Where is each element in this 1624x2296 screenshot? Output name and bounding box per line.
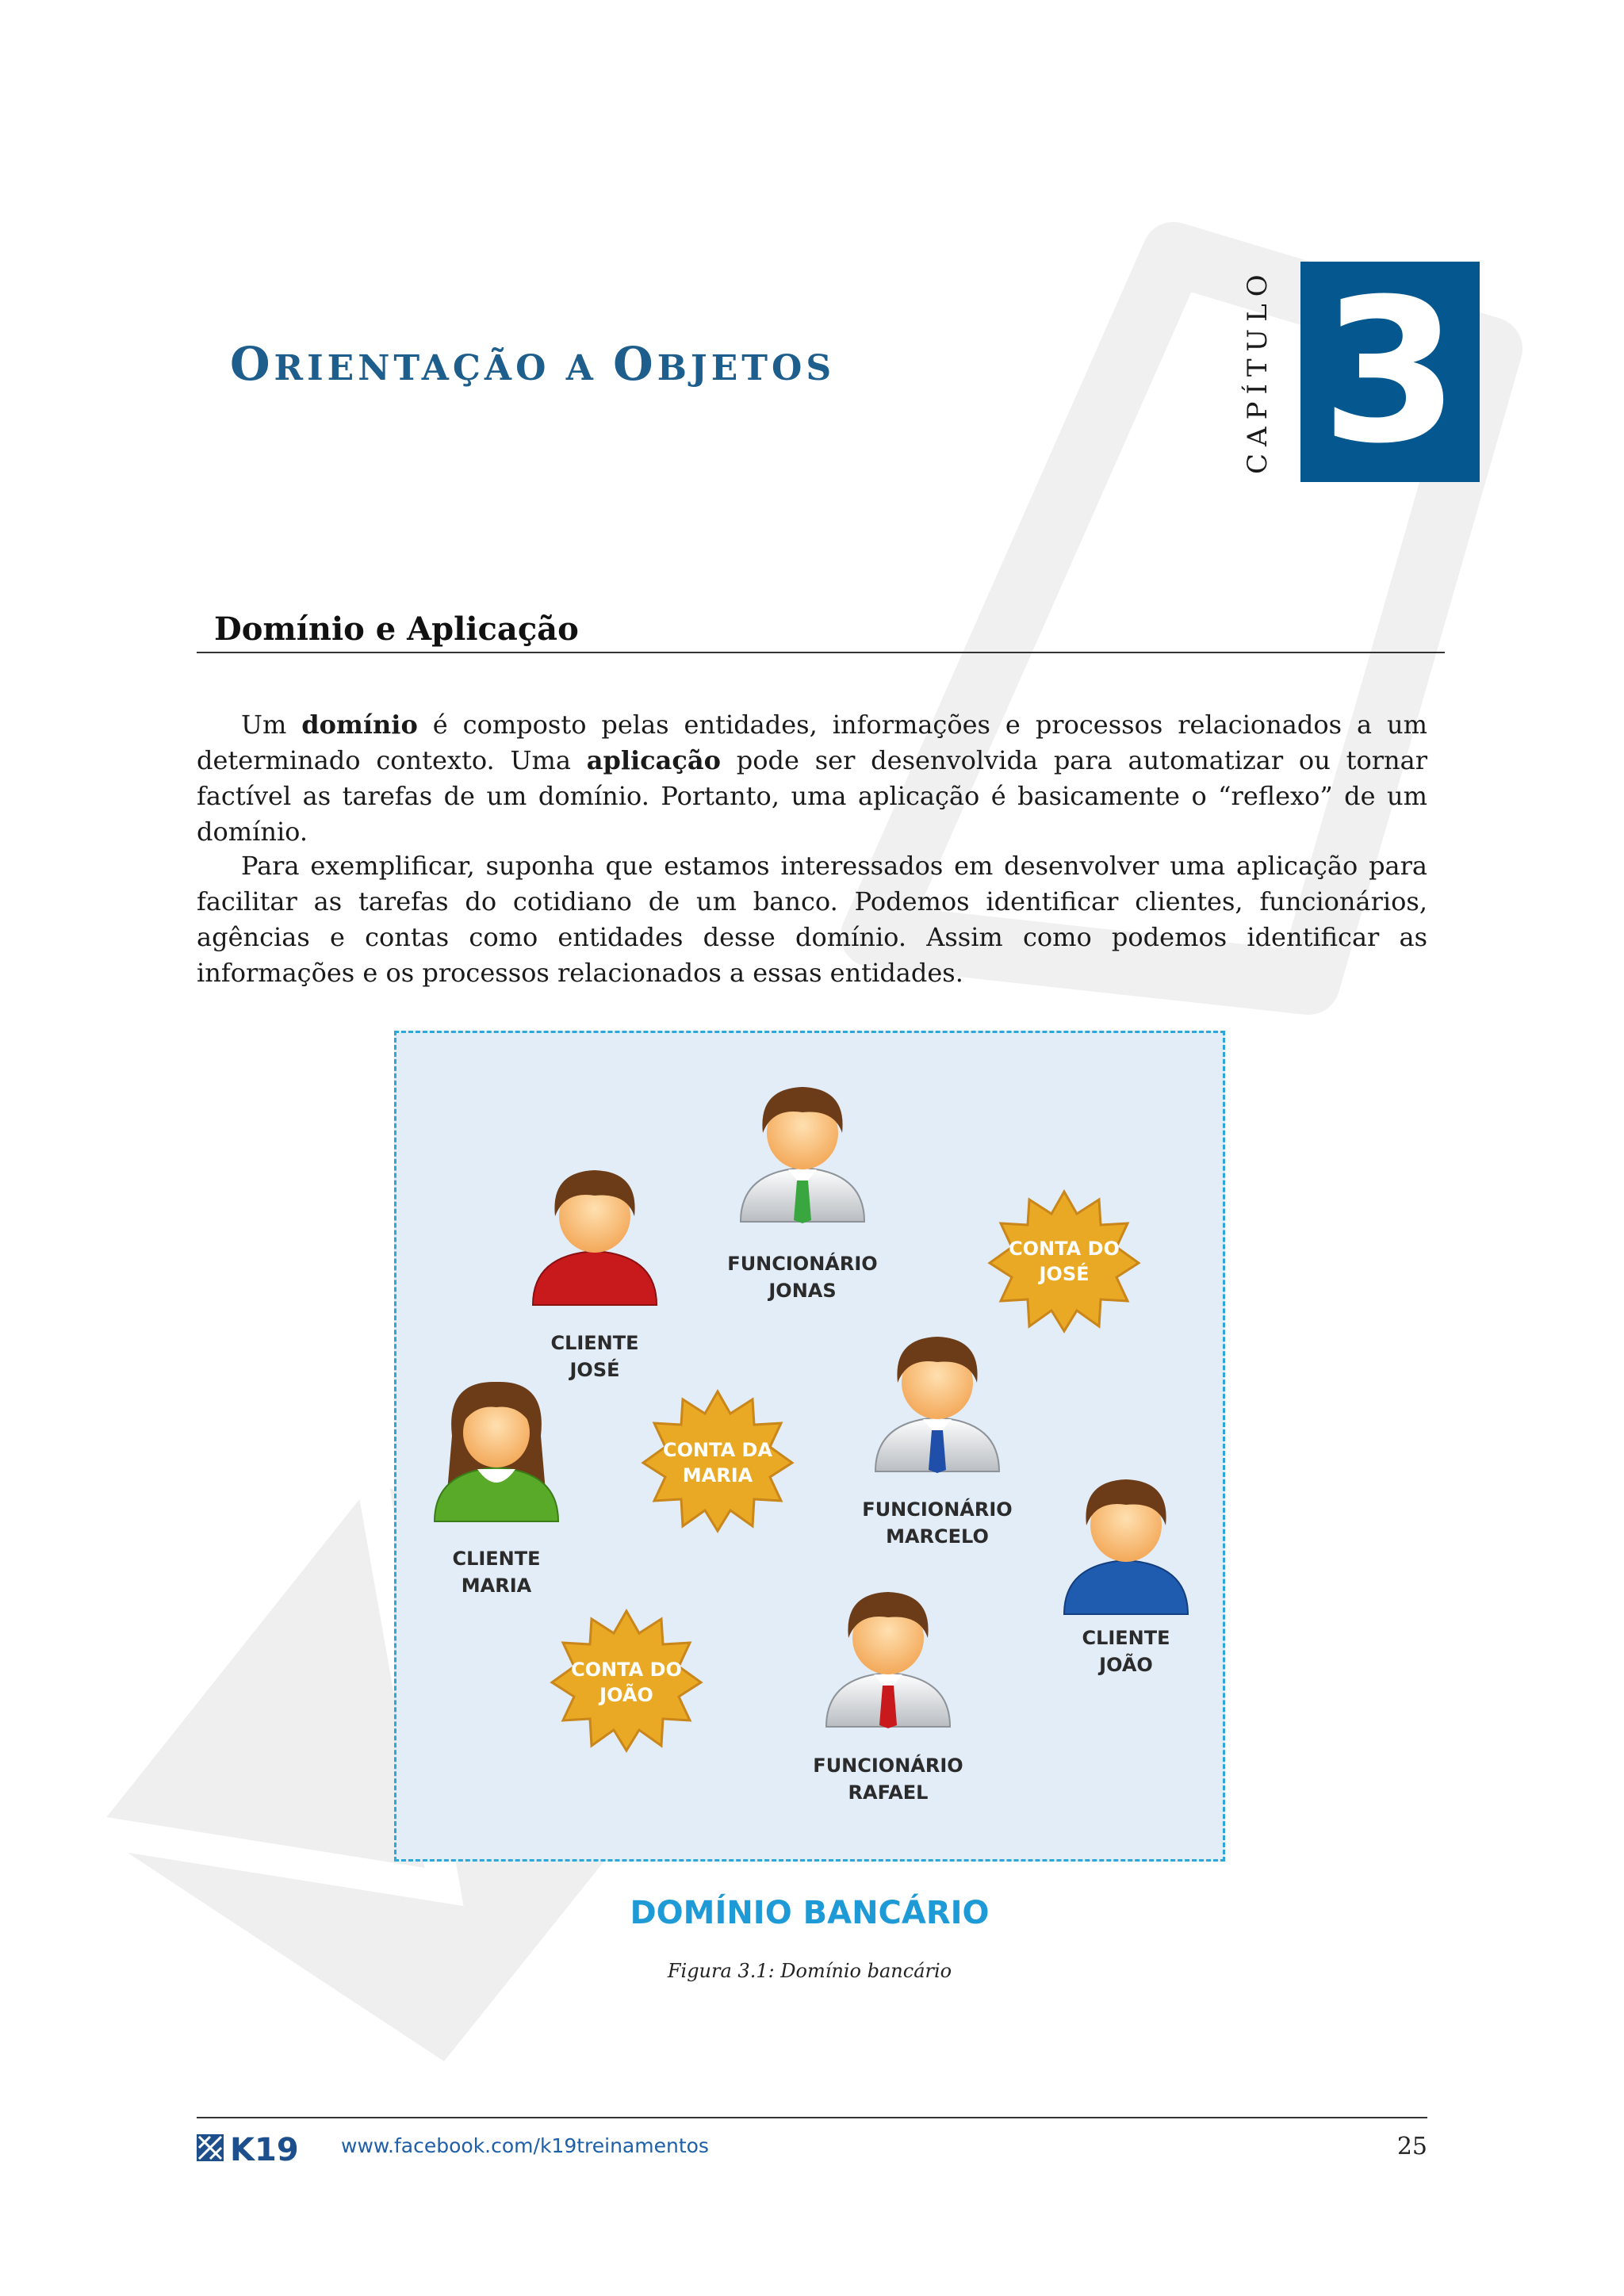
- person-label: FUNCIONÁRIO RAFAEL: [813, 1755, 963, 1804]
- employee-avatar-icon: [875, 1337, 999, 1473]
- section-title: Domínio e Aplicação: [214, 610, 579, 648]
- person-label: FUNCIONÁRIO MARCELO: [862, 1498, 1013, 1548]
- section-divider: [197, 652, 1445, 653]
- person-label: CLIENTE JOSÉ: [550, 1332, 639, 1381]
- account-label: CONTA DO JOSÉ: [1009, 1238, 1120, 1285]
- person-label: FUNCIONÁRIO JONAS: [727, 1253, 878, 1302]
- chapter-number: 3: [1300, 262, 1480, 482]
- page-number: 25: [1396, 2133, 1427, 2160]
- person-label: CLIENTE JOÃO: [1082, 1627, 1170, 1676]
- paragraph: Um domínio é composto pelas entidades, informações e processos relacionados a um determinado contexto. Uma aplicação pode ser desenvolvida para automatizar ou tornar factível as tarefas de um domínio. Portanto, uma aplicação é basicamente o “reflexo” de um domínio.: [197, 710, 1428, 847]
- client-avatar-icon: [1064, 1479, 1188, 1614]
- client-avatar-icon: [533, 1170, 657, 1305]
- chapter-label: [1233, 262, 1281, 476]
- chapter-title: ORIENTAÇÃO A OBJETOS: [230, 337, 836, 391]
- employee-avatar-icon: [741, 1087, 864, 1223]
- account-label: CONTA DO JOÃO: [571, 1659, 682, 1706]
- account-label: CONTA DA MARIA: [662, 1439, 773, 1487]
- paragraph: Para exemplificar, suponha que estamos interessados em desenvolver uma aplicação para facilitar as tarefas do cotidiano de um banco. Podemos identificar clientes, funcionários, agências e contas como entidades desse domínio. Assim como podemos identificar as informações e os processos relacionados a essas entidades.: [197, 851, 1427, 988]
- k19-logo-icon: [197, 2133, 324, 2163]
- figure-heading: DOMÍNIO BANCÁRIO: [630, 1895, 990, 1931]
- person-label: CLIENTE MARIA: [452, 1548, 541, 1597]
- figure-caption: Figura 3.1: Domínio bancário: [667, 1960, 952, 1982]
- client-female-avatar-icon: [435, 1382, 558, 1521]
- chapter-label-text: CAPÍTULO: [1242, 267, 1274, 474]
- figure-domain-diagram: [394, 1031, 1225, 1862]
- footer-divider: [197, 2117, 1427, 2118]
- employee-avatar-icon: [826, 1592, 950, 1728]
- footer-link[interactable]: www.facebook.com/k19treinamentos: [341, 2134, 709, 2157]
- logo-text: K19: [230, 2133, 299, 2163]
